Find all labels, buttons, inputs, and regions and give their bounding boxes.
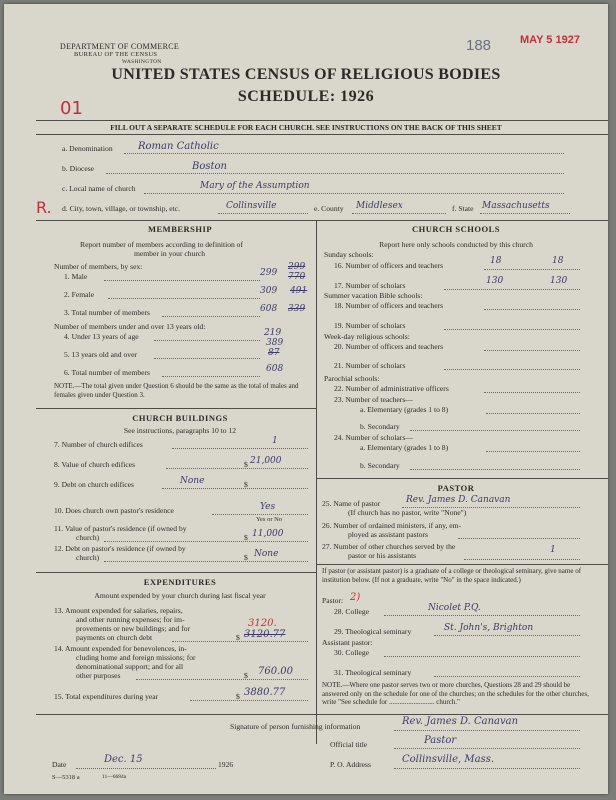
county-value[interactable]: Middlesex <box>356 201 403 211</box>
q2-label: 2. Female <box>64 290 94 299</box>
denomination-label: a. Denomination <box>62 144 113 153</box>
q27-label: 27. Number of other churches served by the <box>322 542 456 551</box>
q1-old-value: 299 <box>288 262 306 272</box>
q2-old-value: 491 <box>290 286 308 296</box>
q15-line <box>190 700 308 701</box>
q29-value[interactable]: St. John's, Brighton <box>444 623 534 633</box>
q22-line <box>484 392 580 393</box>
q3-old-value: 339 <box>288 304 306 314</box>
q14-label-4: other purposes <box>76 671 121 680</box>
membership-intro-1: Report number of members according to definition of <box>80 240 244 249</box>
q24b-line <box>410 469 580 470</box>
divider-sections <box>36 220 608 221</box>
q19-line <box>444 329 580 330</box>
q5-old-value: 87 <box>268 348 280 358</box>
q6-label: 6. Total number of members <box>64 368 151 377</box>
official-title-label: Official title <box>330 740 368 749</box>
diocese-value[interactable]: Boston <box>192 161 227 172</box>
q13-dollar: $ <box>236 633 240 642</box>
pastor-subheading: Pastor: <box>322 596 344 605</box>
schedule-title: SCHEDULE: 1926 <box>237 88 375 105</box>
divider-buildings <box>36 408 316 409</box>
q15-dollar: $ <box>236 692 240 701</box>
q21-label: 21. Number of scholars <box>334 361 406 370</box>
q27-line <box>464 559 580 560</box>
college-instruction: If pastor (or assistant pastor) is a graduate of a college or theological seminary, give name of institution below. (If not a graduate, write "No" in the space indicated.) <box>322 567 582 584</box>
city-value[interactable]: Collinsville <box>226 201 277 211</box>
divider-expenditures <box>36 572 316 573</box>
q5-label: 5. 13 years old and over <box>64 350 137 359</box>
q6-value[interactable]: 608 <box>266 364 284 374</box>
state-value[interactable]: Massachusetts <box>482 201 550 211</box>
q15-value[interactable]: 3880.77 <box>244 687 286 698</box>
q30-label: 30. College <box>334 648 370 657</box>
q11-value[interactable]: 11,000 <box>252 529 284 539</box>
q14-label: 14. Amount expended for benevolences, in- <box>54 644 187 653</box>
signature-value[interactable]: Rev. James D. Canavan <box>402 716 519 727</box>
q31-line <box>434 676 580 677</box>
city-label: WASHINGTON <box>122 59 162 65</box>
q4-label: 4. Under 13 years of age <box>64 332 139 341</box>
q14-label-2: cluding home and foreign missions; for <box>76 653 196 662</box>
county-label: e. County <box>314 204 344 213</box>
q23a-line <box>486 413 580 414</box>
q16-line <box>484 269 580 270</box>
expenditures-subtitle: Amount expended by your church during last fiscal year <box>94 591 266 600</box>
q10-line <box>212 514 308 515</box>
census-schedule-sheet <box>4 4 608 794</box>
q13-label-4: payments on church debt <box>76 633 153 642</box>
q6-line <box>162 376 260 377</box>
sunday-schools-label: Sunday schools: <box>324 250 374 259</box>
q15-label: 15. Total expenditures during year <box>54 692 159 701</box>
q25-label: 25. Name of pastor <box>322 499 381 508</box>
q26-line <box>458 538 580 539</box>
column-divider <box>316 220 317 744</box>
members-by-sex-label: Number of members, by sex: <box>54 262 143 271</box>
coding-mark-r: R. <box>36 198 52 217</box>
q10-label: 10. Does church own pastor's residence <box>54 506 174 515</box>
q12-value[interactable]: None <box>254 549 279 559</box>
church-name-line <box>144 193 564 194</box>
membership-intro-2: member in your church <box>134 249 206 258</box>
pastor-title: PASTOR <box>437 483 475 493</box>
q11-line <box>104 541 308 542</box>
q11-label: 11. Value of pastor's residence (if owned by <box>54 524 187 533</box>
q14-label-3: denominational support; and for all <box>76 662 184 671</box>
q24a-line <box>486 451 580 452</box>
print-code: 11—6684a <box>102 774 127 780</box>
q16-label: 16. Number of officers and teachers <box>334 261 444 270</box>
signature-line <box>394 730 580 731</box>
q13-line <box>172 641 308 642</box>
schools-title: CHURCH SCHOOLS <box>412 224 500 234</box>
q17-label: 17. Number of scholars <box>334 281 406 290</box>
address-label: P. O. Address <box>330 760 371 769</box>
q12-label: 12. Debt on pastor's residence (if owned by <box>54 544 186 553</box>
q13-label: 13. Amount expended for salaries, repairs, <box>54 606 183 615</box>
q14-dollar: $ <box>244 671 248 680</box>
divider-college <box>316 564 608 565</box>
church-name-value[interactable]: Mary of the Assumption <box>200 181 310 191</box>
official-title-value[interactable]: Pastor <box>424 735 457 746</box>
q13-label-2: and other running expenses; for im- <box>76 615 185 624</box>
date-label: Date <box>52 760 67 769</box>
q11-label-2: church) <box>76 533 100 542</box>
parochial-schools-label: Parochial schools: <box>324 374 380 383</box>
q29-line <box>434 635 580 636</box>
form-code: S—5318 a <box>52 774 80 781</box>
state-line <box>480 213 570 214</box>
pastor-note: NOTE.—Where one pastor serves two or more churches, Questions 28 and 29 should be answered only on the schedule for one of the churches; on the schedules for the other churches, write "See schedule for .......................... church." <box>322 681 589 706</box>
divider-pastor <box>316 478 608 479</box>
q24b-label: b. Secondary <box>360 461 400 470</box>
address-value[interactable]: Collinsville, Mass. <box>402 754 495 765</box>
q11-dollar: $ <box>244 533 248 542</box>
church-name-label: c. Local name of church <box>62 184 136 193</box>
q4-value[interactable]: 219 <box>264 328 282 338</box>
q20-label: 20. Number of officers and teachers <box>334 342 444 351</box>
signature-label: Signature of person furnishing information <box>230 722 361 731</box>
q1-line <box>104 280 260 281</box>
state-label: f. State <box>452 204 474 213</box>
q13-value[interactable]: 3120. <box>248 618 277 629</box>
city-label-field: d. City, town, village, or township, etc. <box>62 204 181 213</box>
form-title: UNITED STATES CENSUS OF RELIGIOUS BODIES <box>111 66 501 83</box>
q28-label: 28. College <box>334 607 370 616</box>
age-intro-label: Number of members under and over 13 years old: <box>54 322 206 331</box>
q25-hint: (If church has no pastor, write "None") <box>348 508 467 517</box>
divider-top <box>36 120 608 121</box>
q27-value[interactable]: 1 <box>550 545 556 555</box>
q19-label: 19. Number of scholars <box>334 321 406 330</box>
q18-line <box>484 309 580 310</box>
q8-line <box>166 468 308 469</box>
q10-yes-no-hint: Yes or No <box>256 516 283 523</box>
q25-value[interactable]: Rev. James D. Canavan <box>406 495 511 505</box>
q23b-label: b. Secondary <box>360 422 400 431</box>
date-year: 1926 <box>218 760 234 769</box>
q1-value[interactable]: 299 <box>260 268 278 278</box>
expenditures-title: EXPENDITURES <box>143 577 217 587</box>
schools-subtitle: Report here only schools conducted by this church <box>379 240 533 249</box>
divider-instructions <box>36 134 608 135</box>
pastor-mark: 2) <box>350 592 361 603</box>
q21-line <box>444 369 580 370</box>
q1-old-value-2: 770 <box>288 272 306 282</box>
membership-title: MEMBERSHIP <box>147 224 213 234</box>
q28-line <box>384 615 580 616</box>
coding-mark-01: 01 <box>60 98 83 119</box>
diocese-label: b. Diocese <box>62 164 95 173</box>
q1-label: 1. Male <box>64 272 88 281</box>
official-title-line <box>394 748 580 749</box>
q9-label: 9. Debt on church edifices <box>54 480 134 489</box>
q5-value[interactable]: 389 <box>266 338 284 348</box>
received-date-stamp: MAY 5 1927 <box>520 34 580 46</box>
county-line <box>352 213 446 214</box>
q23b-line <box>410 430 580 431</box>
q23a-label: a. Elementary (grades 1 to 8) <box>360 405 449 414</box>
q29-label: 29. Theological seminary <box>334 627 412 636</box>
q4-line <box>154 340 260 341</box>
q3-label: 3. Total number of members <box>64 308 151 317</box>
q8-value[interactable]: 21,000 <box>250 456 282 466</box>
q3-line <box>162 316 260 317</box>
form-number-stamp: 188 <box>466 37 492 54</box>
q17-line <box>444 289 580 290</box>
q24a-label: a. Elementary (grades 1 to 8) <box>360 443 449 452</box>
weekday-schools-label: Week-day religious schools: <box>324 332 410 341</box>
department-label: DEPARTMENT OF COMMERCE <box>60 42 180 51</box>
q2-value[interactable]: 309 <box>260 286 278 296</box>
buildings-subtitle: See instructions, paragraphs 10 to 12 <box>123 426 237 435</box>
q2-line <box>108 298 260 299</box>
q9-line <box>162 488 308 489</box>
date-line <box>76 768 216 769</box>
bureau-label: BUREAU OF THE CENSUS <box>74 51 158 58</box>
q31-label: 31. Theological seminary <box>334 668 412 677</box>
q12-line <box>104 561 308 562</box>
assistant-subheading: Assistant pastor: <box>322 638 373 647</box>
q10-value[interactable]: Yes <box>260 502 276 512</box>
q20-line <box>484 350 580 351</box>
q9-dollar: $ <box>244 480 248 489</box>
q8-dollar: $ <box>244 460 248 469</box>
q23-label: 23. Number of teachers— <box>334 395 413 404</box>
buildings-title: CHURCH BUILDINGS <box>132 413 228 423</box>
q8-label: 8. Value of church edifices <box>54 460 136 469</box>
q7-label: 7. Number of church edifices <box>54 440 143 449</box>
q12-dollar: $ <box>244 553 248 562</box>
vacation-schools-label: Summer vacation Bible schools: <box>324 291 423 300</box>
q16-value[interactable]: 18 <box>490 256 502 266</box>
diocese-line <box>106 173 564 174</box>
denomination-value[interactable]: Roman Catholic <box>138 141 219 152</box>
q9-value[interactable]: None <box>180 476 205 486</box>
denomination-line <box>124 153 564 154</box>
q16-value-2: 18 <box>552 256 564 266</box>
date-value[interactable]: Dec. 15 <box>104 754 143 765</box>
instruction-banner: FILL OUT A SEPARATE SCHEDULE FOR EACH CHURCH. SEE INSTRUCTIONS ON THE BACK OF THIS SHEET <box>110 123 502 132</box>
q26-label-2: ployed as assistant pastors <box>348 530 428 539</box>
q28-value[interactable]: Nicolet P.Q. <box>428 603 481 613</box>
q30-line <box>384 656 580 657</box>
city-line <box>218 213 308 214</box>
q7-value[interactable]: 1 <box>272 436 278 446</box>
q13-old-value: 3120.77 <box>244 629 286 640</box>
q5-line <box>154 358 260 359</box>
q12-label-2: church) <box>76 553 100 562</box>
q14-value[interactable]: 760.00 <box>258 666 293 677</box>
q17-value-2: 130 <box>550 276 568 286</box>
address-line <box>394 768 580 769</box>
membership-note: NOTE.—The total given under Question 6 should be the same as the total of males and females given under Question 3. <box>54 382 299 399</box>
divider-signature <box>36 714 608 715</box>
q22-label: 22. Number of administrative officers <box>334 384 449 393</box>
q18-label: 18. Number of officers and teachers <box>334 301 444 310</box>
q17-value[interactable]: 130 <box>486 276 504 286</box>
q24-label: 24. Number of scholars— <box>334 433 413 442</box>
q3-value[interactable]: 608 <box>260 304 278 314</box>
q27-label-2: pastor or his assistants <box>348 551 417 560</box>
q26-label: 26. Number of ordained ministers, if any, em- <box>322 521 462 530</box>
q14-line <box>136 679 308 680</box>
q13-label-3: provements or new buildings; and for <box>76 624 191 633</box>
q7-line <box>172 448 308 449</box>
